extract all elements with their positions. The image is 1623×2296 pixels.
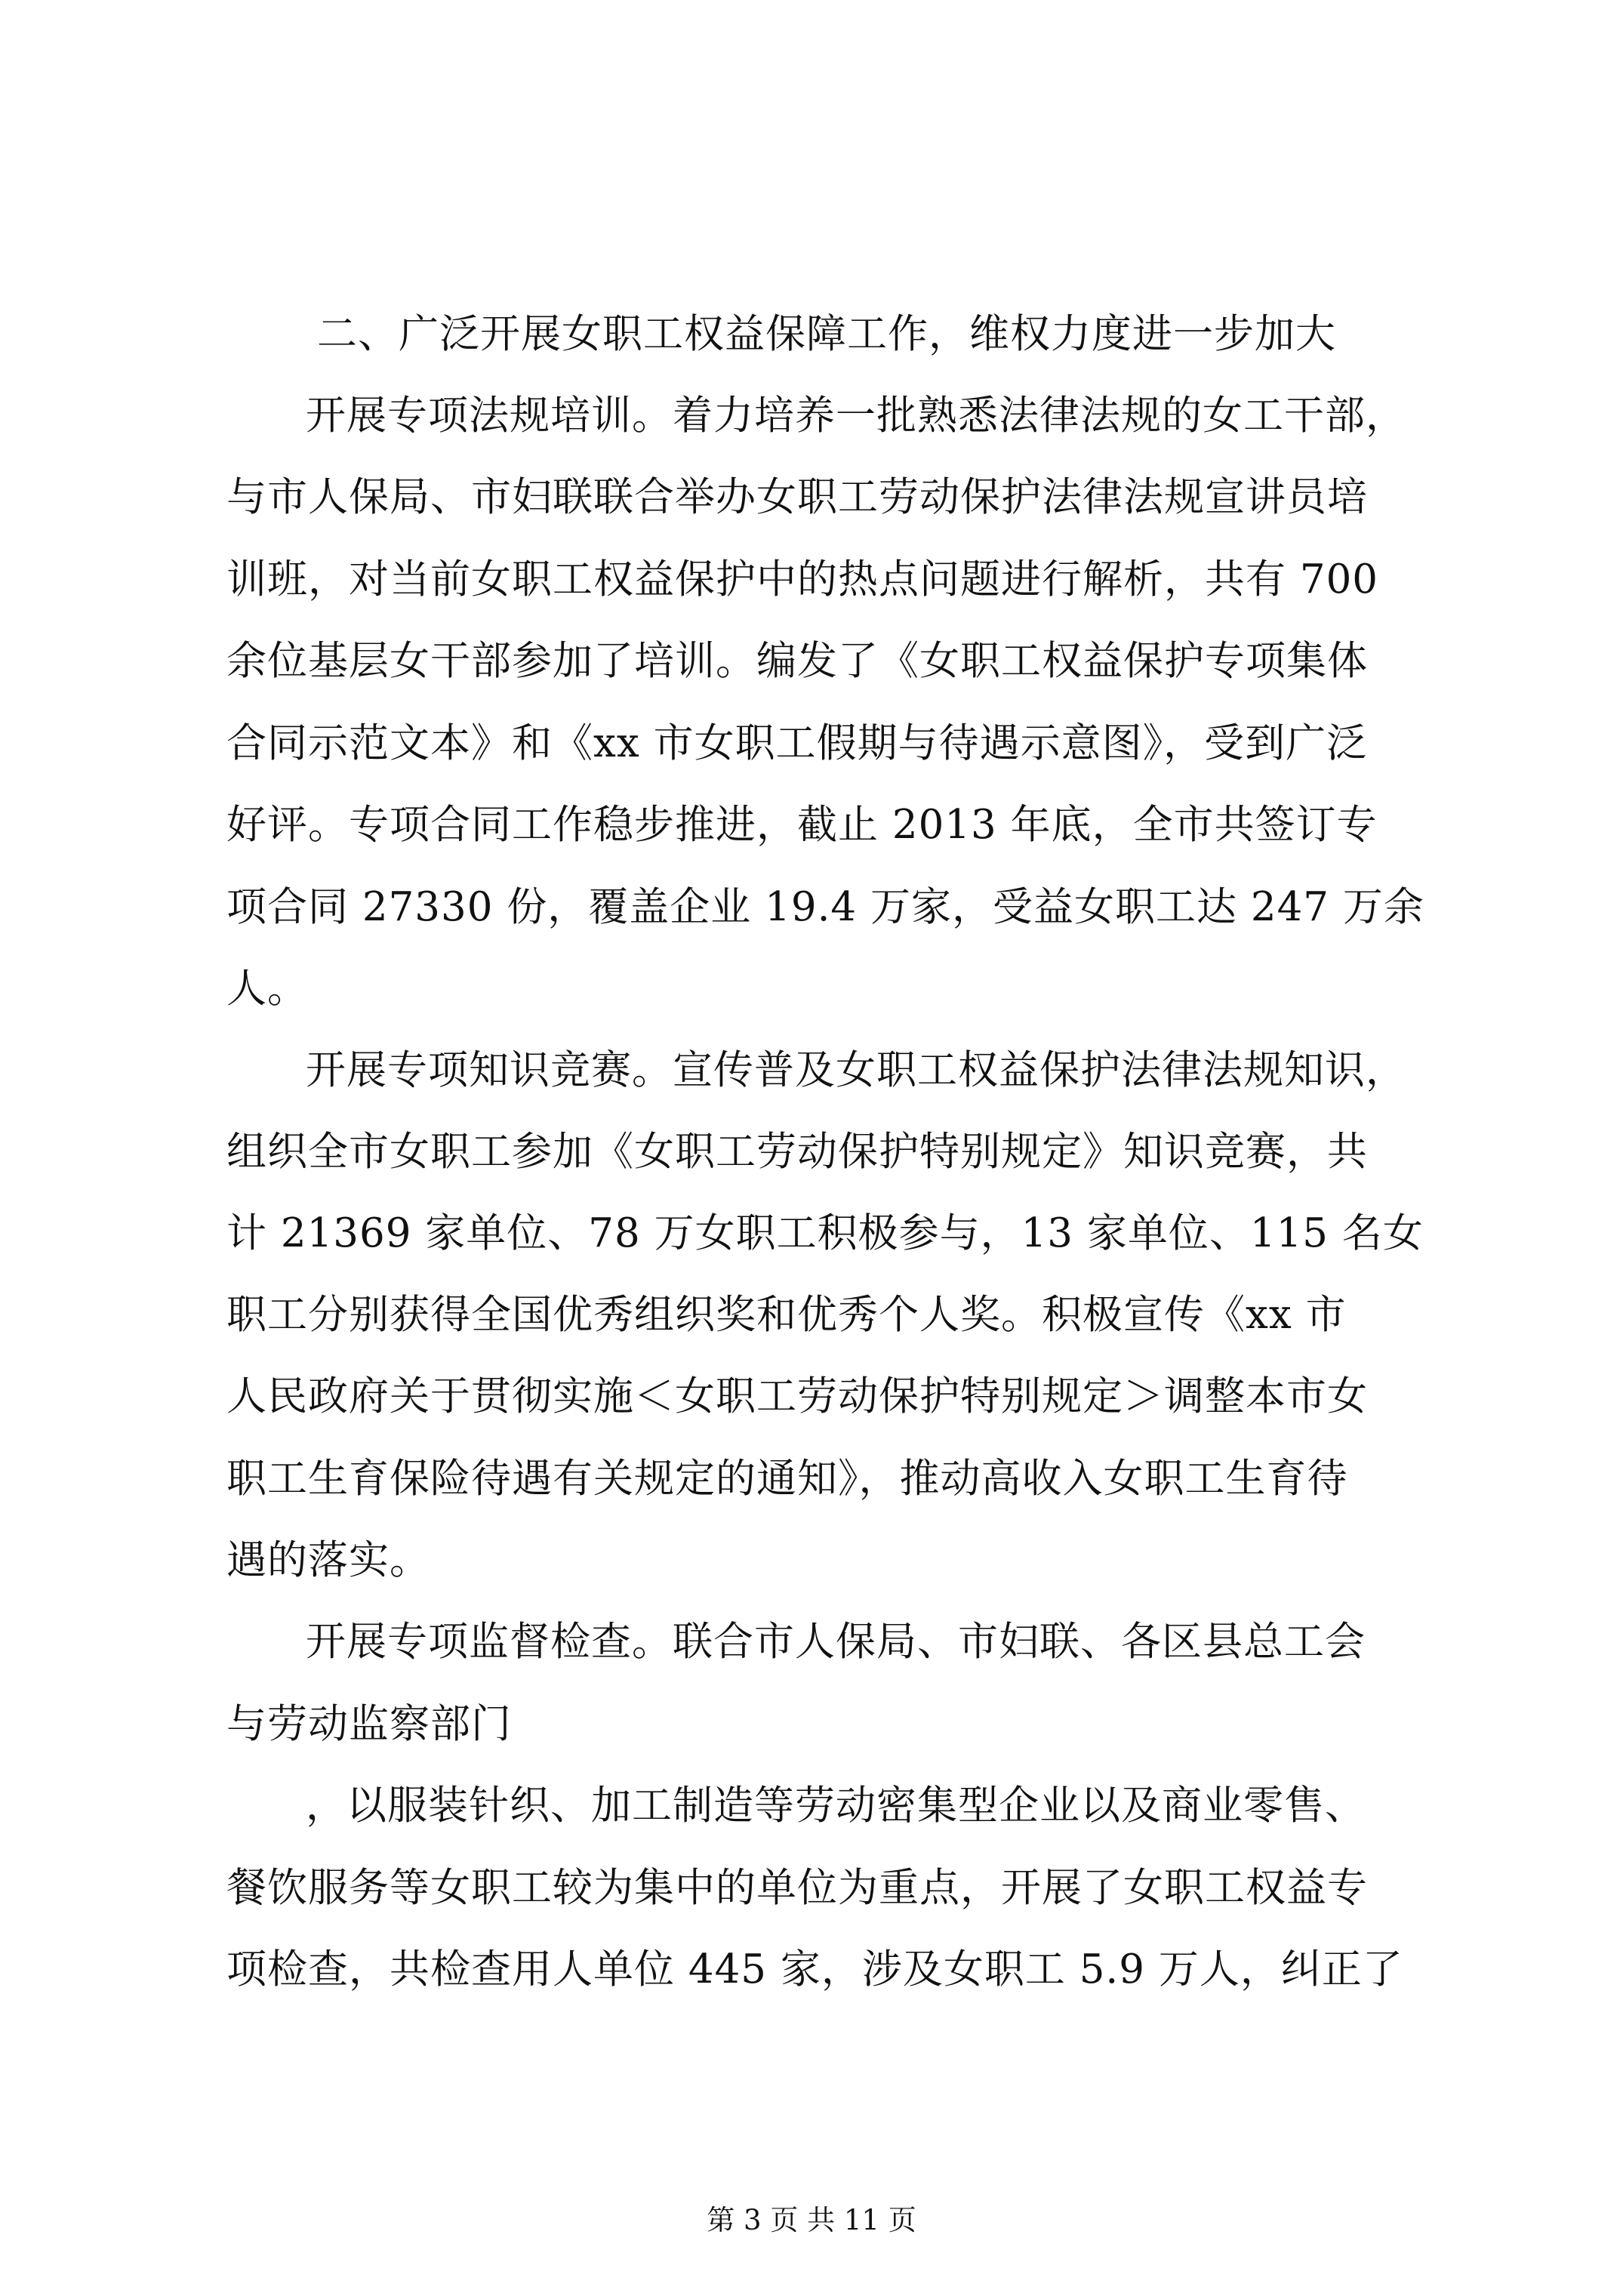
- paragraph-4-line-2: 餐饮服务等女职工较为集中的单位为重点，开展了女职工权益专: [226, 1865, 1368, 1911]
- paragraph-2-line-2: 组织全市女职工参加《女职工劳动保护特别规定》知识竞赛，共: [226, 1129, 1368, 1175]
- paragraph-1-line-5: 合同示范文本》和《xx 市女职工假期与待遇示意图》，受到广泛: [226, 720, 1368, 766]
- paragraph-3-line-2: 与劳动监察部门: [226, 1701, 512, 1747]
- paragraph-1-line-3: 训班，对当前女职工权益保护中的热点问题进行解析，共有 700: [226, 556, 1379, 603]
- paragraph-1-line-1: 开展专项法规培训。着力培养一批熟悉法律法规的女工干部，: [306, 393, 1406, 439]
- paragraph-2-line-3: 计 21369 家单位、78 万女职工积极参与，13 家单位、115 名女: [226, 1210, 1424, 1256]
- paragraph-2-line-1: 开展专项知识竞赛。宣传普及女职工权益保护法律法规知识，: [306, 1047, 1406, 1093]
- paragraph-2-line-4: 职工分别获得全国优秀组织奖和优秀个人奖。积极宣传《xx 市: [226, 1292, 1347, 1338]
- paragraph-1-line-7: 项合同 27330 份，覆盖企业 19.4 万家，受益女职工达 247 万余: [226, 884, 1424, 930]
- paragraph-4-line-1: ，以服装针织、加工制造等劳动密集型企业以及商业零售、: [306, 1783, 1366, 1829]
- paragraph-2-line-7: 遇的落实。: [226, 1537, 430, 1583]
- section-heading: 二、广泛开展女职工权益保障工作，维权力度进一步加大: [317, 311, 1336, 357]
- page-number-footer: 第 3 页 共 11 页: [707, 2204, 916, 2236]
- paragraph-1-line-8: 人。: [226, 966, 308, 1012]
- paragraph-1-line-2: 与市人保局、市妇联联合举办女职工劳动保护法律法规宣讲员培: [226, 474, 1368, 520]
- paragraph-2-line-6: 职工生育保险待遇有关规定的通知》，推动高收入女职工生育待: [226, 1456, 1348, 1502]
- paragraph-1-line-6: 好评。专项合同工作稳步推进，截止 2013 年底，全市共签订专: [226, 802, 1378, 848]
- paragraph-1-line-4: 余位基层女干部参加了培训。编发了《女职工权益保护专项集体: [226, 638, 1368, 684]
- paragraph-3-line-1: 开展专项监督检查。联合市人保局、市妇联、各区县总工会: [306, 1619, 1366, 1665]
- paragraph-2-line-5: 人民政府关于贯彻实施＜女职工劳动保护特别规定＞调整本市女: [226, 1373, 1368, 1419]
- paragraph-4-line-3: 项检查，共检查用人单位 445 家，涉及女职工 5.9 万人，纠正了: [226, 1946, 1403, 1992]
